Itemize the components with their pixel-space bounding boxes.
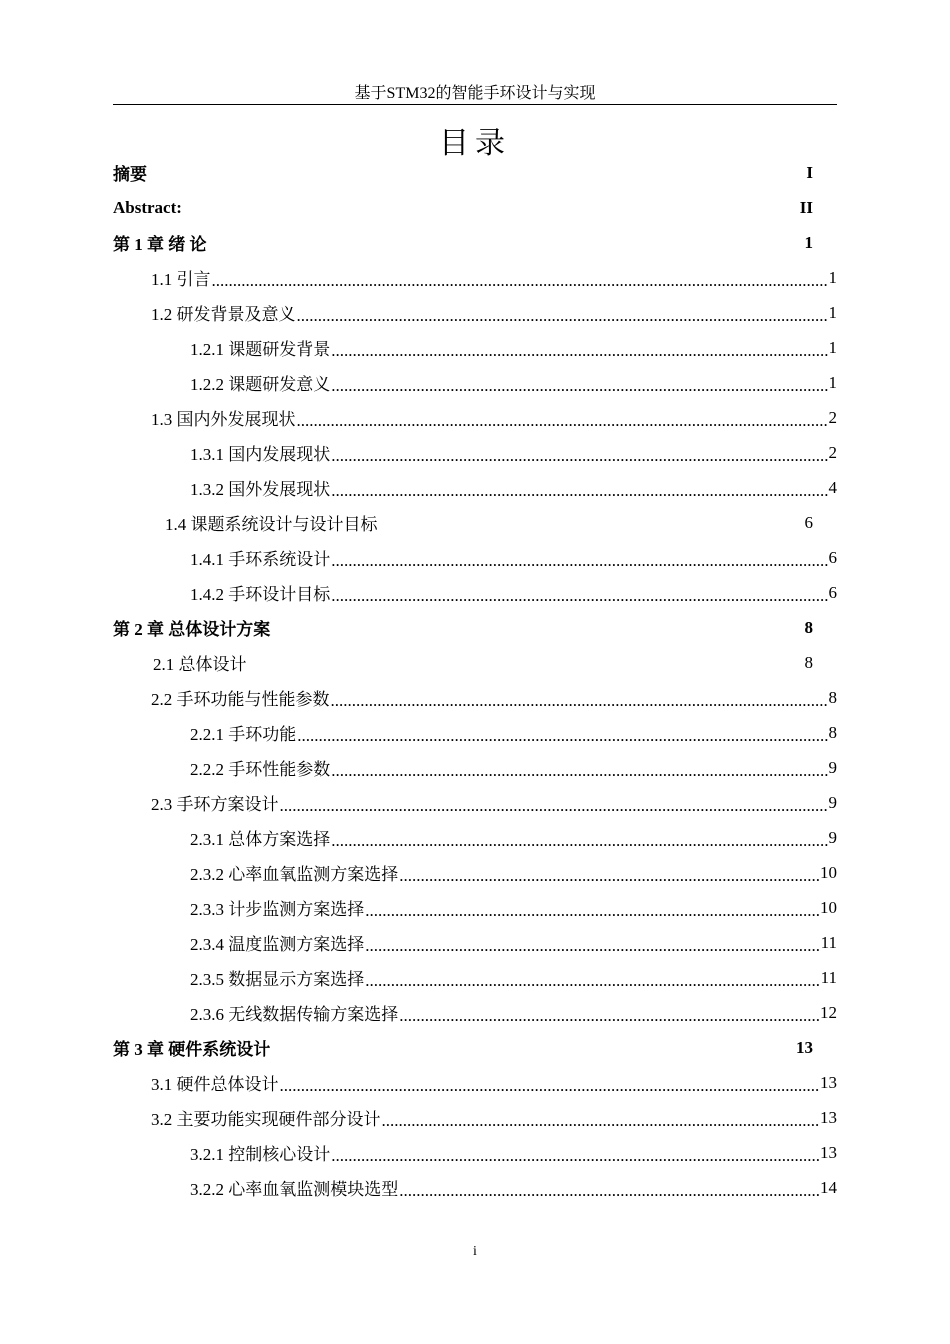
toc-entry-page: 8 (828, 722, 837, 742)
toc-entry-label: 3.2.1 控制核心设计 (190, 1145, 331, 1164)
toc-entry-label: 1.2.1 课题研发背景 (190, 340, 331, 359)
toc-entry-page: 13 (820, 1072, 837, 1092)
toc-entry-label: 1.2.2 课题研发意义 (190, 375, 331, 394)
toc-entry-page: II (799, 197, 813, 217)
toc-entry-page: 1 (804, 232, 813, 252)
toc-entry-label: Abstract: (113, 197, 182, 217)
dot-leader (297, 726, 827, 746)
toc-entry-page: 9 (828, 792, 837, 812)
toc-entry-label: 摘要 (113, 165, 147, 184)
toc-entry-page: I (806, 162, 813, 182)
dot-leader (331, 586, 827, 606)
toc-entry-page: 13 (820, 1107, 837, 1127)
toc-entry[interactable] (165, 505, 813, 540)
toc-entry[interactable] (190, 820, 837, 855)
toc-entry-label: 2.3.2 心率血氧监测方案选择 (190, 865, 399, 884)
toc-entry-page: 1 (828, 372, 837, 392)
toc-entry-label: 2.3.1 总体方案选择 (190, 830, 331, 849)
dot-leader (365, 936, 819, 956)
toc-entry[interactable] (151, 1100, 837, 1135)
toc-entry[interactable] (190, 995, 837, 1030)
dot-leader (365, 901, 819, 921)
dot-leader (331, 761, 827, 781)
toc-entry[interactable] (151, 1065, 837, 1100)
toc-entry[interactable] (151, 260, 837, 295)
toc-entry-page: 8 (804, 617, 813, 637)
toc-entry-page: 9 (828, 757, 837, 777)
toc-entry-page: 6 (804, 512, 813, 532)
dot-leader (331, 481, 827, 501)
toc-entry[interactable] (113, 1030, 813, 1065)
dot-leader (331, 691, 828, 711)
toc-entry-label: 2.3.5 数据显示方案选择 (190, 970, 365, 989)
toc-entry-label: 1.4.1 手环系统设计 (190, 550, 331, 569)
toc-entry-page: 2 (828, 442, 837, 462)
dot-leader (382, 1111, 820, 1131)
toc-entry-label: 2.2.1 手环功能 (190, 725, 297, 744)
dot-leader (399, 1181, 819, 1201)
toc-entry-page: 8 (828, 687, 837, 707)
toc-entry-label: 1.1 引言 (151, 270, 211, 289)
page-number: i (473, 1244, 477, 1259)
toc-entry-label: 2.2 手环功能与性能参数 (151, 690, 330, 709)
toc-entry[interactable] (151, 785, 837, 820)
toc-entry-page: 1 (828, 337, 837, 357)
toc-entry[interactable] (190, 750, 837, 785)
toc-entry-label: 第 3 章 硬件系统设计 (113, 1040, 271, 1059)
toc-entry-label: 第 2 章 总体设计方案 (113, 620, 271, 639)
toc-entry-label: 1.4.2 手环设计目标 (190, 585, 331, 604)
toc-entry-page: 13 (796, 1037, 813, 1057)
dot-leader (212, 271, 828, 291)
toc-entry[interactable] (151, 400, 837, 435)
toc-entry[interactable] (151, 295, 837, 330)
toc-entry[interactable] (153, 645, 813, 680)
toc-entry-page: 11 (820, 967, 837, 987)
dot-leader (331, 1146, 819, 1166)
toc-entry-label: 1.3.1 国内发展现状 (190, 445, 331, 464)
toc-entry-page: 14 (820, 1177, 837, 1197)
toc-entry-label: 第 1 章 绪 论 (113, 235, 207, 254)
dot-leader (399, 1006, 819, 1026)
toc-entry[interactable] (190, 470, 837, 505)
dot-leader (280, 1076, 820, 1096)
toc-entry-label: 2.3.4 温度监测方案选择 (190, 935, 365, 954)
toc-entry-label: 1.3 国内外发展现状 (151, 410, 296, 429)
toc-entry[interactable] (113, 225, 813, 260)
toc-entry-label: 1.4 课题系统设计与设计目标 (165, 515, 378, 534)
toc-entry-page: 6 (828, 547, 837, 567)
toc-entry[interactable] (151, 680, 837, 715)
toc-entry[interactable] (113, 610, 813, 645)
toc-entry-label: 2.3.3 计步监测方案选择 (190, 900, 365, 919)
dot-leader (365, 971, 819, 991)
toc-entry[interactable] (190, 960, 837, 995)
toc-entry-label: 2.3 手环方案设计 (151, 795, 279, 814)
toc-entry[interactable] (190, 1135, 837, 1170)
toc-entry-page: 8 (804, 652, 813, 672)
toc-entry-label: 2.3.6 无线数据传输方案选择 (190, 1005, 399, 1024)
toc-entry-page: 4 (828, 477, 837, 497)
toc-entry-page: 6 (828, 582, 837, 602)
dot-leader (280, 796, 828, 816)
dot-leader (297, 306, 828, 326)
toc-entry-page: 1 (828, 267, 837, 287)
toc-entry-page: 10 (820, 862, 837, 882)
toc-entry[interactable] (190, 330, 837, 365)
toc-entry[interactable] (190, 715, 837, 750)
dot-leader (331, 551, 827, 571)
toc-entry[interactable] (190, 890, 837, 925)
toc-entry[interactable] (190, 855, 837, 890)
toc-entry[interactable] (190, 540, 837, 575)
toc-entry-page: 1 (828, 302, 837, 322)
toc-entry-page: 9 (828, 827, 837, 847)
dot-leader (297, 411, 828, 431)
toc-entry-label: 3.2.2 心率血氧监测模块选型 (190, 1180, 399, 1199)
toc-entry-label: 1.2 研发背景及意义 (151, 305, 296, 324)
toc-entry[interactable] (113, 155, 813, 190)
toc-title: 目录 (439, 126, 511, 161)
header-divider (113, 104, 837, 105)
toc-entry[interactable] (190, 925, 837, 960)
toc-entry-label: 3.1 硬件总体设计 (151, 1075, 279, 1094)
toc-entry[interactable] (190, 1170, 837, 1205)
toc-entry-page: 10 (820, 897, 837, 917)
toc-entry[interactable] (190, 365, 837, 400)
toc-entry-page: 13 (820, 1142, 837, 1162)
dot-leader (331, 446, 827, 466)
toc-entry-label: 2.2.2 手环性能参数 (190, 760, 331, 779)
toc-entry[interactable] (190, 435, 837, 470)
dot-leader (399, 866, 819, 886)
dot-leader (331, 376, 827, 396)
toc-entry-page: 12 (820, 1002, 837, 1022)
dot-leader (331, 831, 827, 851)
toc-entry-page: 2 (828, 407, 837, 427)
toc-entry[interactable] (190, 575, 837, 610)
toc-entry-label: 3.2 主要功能实现硬件部分设计 (151, 1110, 381, 1129)
toc-entry[interactable] (113, 190, 813, 225)
running-header: 基于STM32的智能手环设计与实现 (354, 85, 596, 102)
dot-leader (331, 341, 827, 361)
toc-entry-label: 1.3.2 国外发展现状 (190, 480, 331, 499)
toc-entry-label: 2.1 总体设计 (153, 655, 247, 674)
toc-entry-page: 11 (820, 932, 837, 952)
